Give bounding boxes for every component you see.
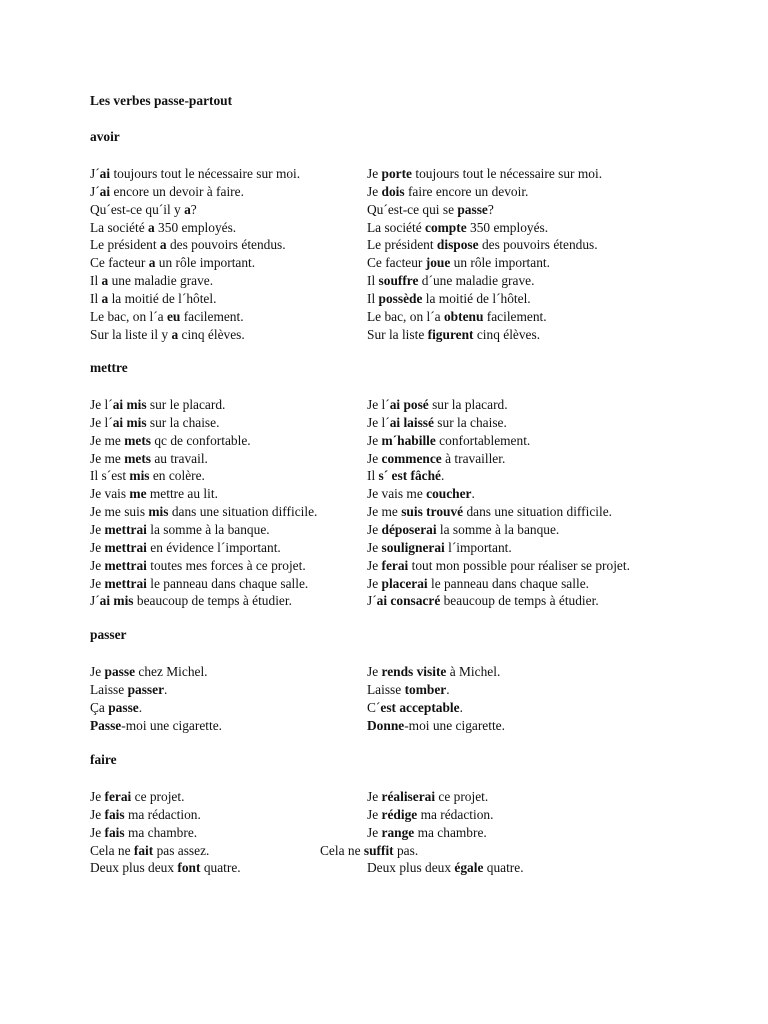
sentence-text: le panneau dans chaque salle. (146, 575, 309, 591)
sentence-text: mettre au lit. (146, 486, 218, 502)
verb-highlight: mettrai (104, 557, 147, 573)
replacement-sentence (367, 272, 534, 290)
replacement-sentence (367, 254, 550, 272)
sentence-text: qc de confortable. (151, 432, 251, 448)
sentence-text: Je (367, 575, 382, 591)
verb-highlight: a (171, 326, 179, 342)
sentence-text: Je vais (90, 486, 130, 502)
verb-highlight: tomber (404, 681, 447, 697)
original-sentence (90, 681, 167, 699)
replacement-sentence (367, 806, 493, 824)
sentence-text: toutes mes forces à ce projet. (146, 557, 306, 573)
sentence-text: Qu´est-ce qu´il y (90, 201, 185, 217)
verb-highlight: s´ est fâché (378, 468, 441, 484)
sentence-text: encore un devoir à faire. (110, 183, 244, 199)
sentence-text: tout mon possible pour réaliser se projet. (408, 557, 630, 573)
sentence-text: facilement. (483, 308, 547, 324)
replacement-sentence (367, 165, 602, 183)
sentence-text: dans une situation difficile. (463, 504, 612, 520)
original-sentence (90, 236, 286, 254)
verb-highlight: porte (381, 166, 413, 181)
sentence-text: Il (90, 290, 102, 306)
section-heading-faire: faire (90, 752, 117, 767)
original-sentence (90, 165, 300, 183)
sentence-text: Le président (367, 237, 437, 253)
replacement-sentence (367, 539, 512, 557)
replacement-sentence (367, 432, 530, 450)
verb-highlight: compte (425, 219, 467, 235)
original-sentence (90, 290, 216, 308)
replacement-sentence (367, 414, 507, 432)
sentence-text: Je (90, 664, 105, 679)
sentence-text: la moitié de l´hôtel. (108, 290, 217, 306)
verb-highlight: fait (133, 842, 154, 858)
replacement-sentence (367, 219, 548, 237)
sentence-text: J´ (90, 166, 100, 181)
original-sentence (90, 254, 255, 272)
sentence-text: en colère. (149, 468, 205, 484)
verb-highlight: ai consacré (376, 593, 441, 609)
original-sentence (90, 575, 308, 593)
sentence-text: Ce facteur (367, 255, 426, 271)
sentence-text: Je vais me (367, 486, 427, 502)
sentence-text: toujours tout le nécessaire sur moi. (412, 166, 603, 181)
sentence-text: ma chambre. (124, 824, 198, 840)
verb-highlight: joue (425, 255, 451, 271)
original-sentence (90, 485, 218, 503)
sentence-text: Ce facteur (90, 255, 149, 271)
sentence-text: Je (90, 575, 105, 591)
sentence-text: Je l´ (90, 414, 113, 430)
verb-highlight: passe (108, 699, 139, 715)
verb-highlight: commence (381, 450, 442, 466)
sentence-text: Je (90, 521, 105, 537)
sentence-text: la somme à la banque. (436, 521, 560, 537)
sentence-text: J´ (367, 593, 377, 609)
sentence-text: toujours tout le nécessaire sur moi. (110, 166, 301, 181)
sentence-text: dans une situation difficile. (168, 504, 318, 520)
verb-highlight: font (177, 860, 201, 876)
sentence-text: pas. (393, 842, 419, 858)
sentence-text: Laisse (90, 681, 128, 697)
verb-highlight: passe (104, 664, 136, 679)
sentence-text: en évidence l´important. (146, 539, 281, 555)
sentence-text: au travail. (151, 450, 208, 466)
sentence-text: à Michel. (446, 664, 501, 679)
sentence-text: cinq élèves. (178, 326, 245, 342)
verb-highlight: mettrai (104, 521, 147, 537)
sentence-text: Je (90, 789, 105, 804)
replacement-sentence (367, 681, 450, 699)
verb-highlight: rends visite (381, 664, 447, 679)
sentence-text: Je (90, 557, 105, 573)
sentence-text: sur la placard. (428, 397, 508, 412)
sentence-text: Il s´est (90, 468, 130, 484)
sentence-text: Il (367, 468, 379, 484)
sentence-text: sur le placard. (146, 397, 226, 412)
sentence-text: Ça (90, 699, 109, 715)
verb-highlight: Passe (90, 717, 122, 733)
verb-highlight: passer (127, 681, 165, 697)
verb-highlight: range (381, 824, 415, 840)
replacement-sentence (367, 557, 630, 575)
verb-highlight: a (101, 290, 109, 306)
verb-highlight: eu (166, 308, 181, 324)
original-sentence (90, 842, 209, 860)
sentence-text: -moi une cigarette. (404, 717, 505, 733)
sentence-text: cinq élèves. (473, 326, 541, 342)
replacement-sentence (367, 788, 488, 806)
sentence-text: ma chambre. (414, 824, 487, 840)
verb-highlight: est acceptable (380, 699, 460, 715)
sentence-text: Je l´ (367, 397, 390, 412)
sentence-text: ce projet. (435, 789, 489, 804)
original-sentence (90, 432, 251, 450)
document-title: Les verbes passe-partout (90, 93, 233, 108)
sentence-text: chez Michel. (135, 664, 208, 679)
verb-highlight: passe (457, 201, 488, 217)
verb-highlight: égale (454, 860, 484, 876)
sentence-text: 350 employés. (154, 219, 237, 235)
verb-highlight: mis (148, 504, 169, 520)
sentence-text: Je (367, 432, 382, 448)
verb-highlight: placerai (381, 575, 428, 591)
sentence-text: sur la chaise. (433, 414, 507, 430)
verb-highlight: m´habille (381, 432, 436, 448)
sentence-text: des pouvoirs étendus. (166, 237, 286, 253)
replacement-sentence (367, 699, 463, 717)
replacement-sentence (367, 326, 540, 344)
verb-highlight: soulignerai (381, 539, 445, 555)
original-sentence (90, 326, 245, 344)
sentence-text: Je (90, 806, 105, 822)
sentence-text: ma rédaction. (417, 806, 494, 822)
verb-highlight: souffre (378, 273, 419, 289)
sentence-text: Je me (90, 432, 125, 448)
sentence-text: faire encore un devoir. (404, 183, 529, 199)
sentence-text: pas assez. (153, 842, 210, 858)
sentence-text: le panneau dans chaque salle. (427, 575, 589, 591)
sentence-text: un rôle important. (155, 255, 256, 271)
verb-highlight: ferai (104, 789, 132, 804)
sentence-text: . (138, 699, 143, 715)
sentence-text: à travailler. (441, 450, 506, 466)
sentence-text: J´ (90, 183, 100, 199)
verb-highlight: coucher (426, 486, 472, 502)
sentence-text: sur la chaise. (146, 414, 220, 430)
sentence-text: Je (367, 183, 382, 199)
replacement-sentence (367, 521, 559, 539)
sentence-text: Je (367, 824, 382, 840)
sentence-text: . (441, 468, 445, 484)
replacement-sentence (367, 290, 531, 308)
section-heading-avoir: avoir (90, 129, 120, 144)
sentence-text: La société (90, 219, 148, 235)
verb-highlight: a (159, 237, 167, 253)
verb-highlight: mis (129, 468, 150, 484)
sentence-text: La société (367, 219, 425, 235)
verb-highlight: a (184, 201, 191, 217)
sentence-text: Qu´est-ce qui se (367, 201, 458, 217)
sentence-text: ? (487, 201, 494, 217)
sentence-text: des pouvoirs étendus. (478, 237, 598, 253)
sentence-text: quatre. (483, 860, 524, 876)
sentence-text: C´ (367, 699, 381, 715)
replacement-sentence (367, 201, 494, 219)
sentence-text: Il (90, 273, 102, 289)
sentence-text: Je (367, 450, 382, 466)
verb-highlight: déposerai (381, 521, 437, 537)
original-sentence (90, 272, 213, 290)
sentence-text: . (164, 681, 168, 697)
sentence-text: un rôle important. (450, 255, 550, 271)
verb-highlight: a (148, 219, 155, 235)
sentence-text: confortablement. (435, 432, 531, 448)
replacement-sentence (367, 396, 508, 414)
sentence-text: . (459, 699, 463, 715)
replacement-sentence (367, 503, 612, 521)
sentence-text: ? (190, 201, 197, 217)
sentence-text: une maladie grave. (108, 273, 214, 289)
sentence-text: Je (90, 824, 105, 840)
original-sentence (90, 592, 292, 610)
original-sentence (90, 396, 225, 414)
sentence-text: Il (367, 290, 379, 306)
verb-highlight: mettrai (104, 575, 147, 591)
sentence-text: Il (367, 273, 379, 289)
sentence-text: quatre. (200, 860, 241, 876)
verb-highlight: Donne (367, 717, 405, 733)
original-sentence (90, 521, 270, 539)
replacement-sentence (367, 308, 547, 326)
sentence-text: Je l´ (367, 414, 390, 430)
sentence-text: Cela ne (90, 842, 134, 858)
sentence-text: Sur la liste il y (90, 326, 172, 342)
verb-highlight: me (129, 486, 147, 502)
sentence-text: la somme à la banque. (146, 521, 270, 537)
replacement-sentence (367, 485, 475, 503)
verb-highlight: fais (104, 806, 125, 822)
verb-highlight: ai mis (99, 593, 134, 609)
verb-highlight: suffit (363, 842, 394, 858)
verb-highlight: possède (378, 290, 423, 306)
replacement-sentence (367, 663, 500, 681)
sentence-text: Je (367, 806, 382, 822)
sentence-text: Je (367, 557, 382, 573)
original-sentence (90, 450, 208, 468)
original-sentence (90, 308, 244, 326)
sentence-text: J´ (90, 593, 100, 609)
sentence-text: facilement. (180, 308, 244, 324)
sentence-text: beaucoup de temps à étudier. (133, 593, 292, 609)
sentence-text: Je (367, 521, 382, 537)
replacement-sentence (367, 592, 599, 610)
sentence-text: . (471, 486, 475, 502)
sentence-text: -moi une cigarette. (121, 717, 223, 733)
sentence-text: . (446, 681, 450, 697)
section-heading-mettre: mettre (90, 360, 128, 375)
original-sentence (90, 467, 205, 485)
original-sentence (90, 663, 208, 681)
sentence-text: 350 employés. (466, 219, 549, 235)
replacement-sentence (367, 859, 524, 877)
replacement-sentence (367, 183, 528, 201)
verb-highlight: ai mis (112, 414, 147, 430)
verb-highlight: ai (99, 183, 111, 199)
verb-highlight: a (148, 255, 156, 271)
original-sentence (90, 503, 317, 521)
replacement-sentence (320, 842, 418, 860)
original-sentence (90, 557, 306, 575)
sentence-text: Je (367, 539, 382, 555)
sentence-text: ma rédaction. (124, 806, 201, 822)
verb-highlight: fais (104, 824, 125, 840)
sentence-text: Le bac, on l´a (367, 308, 444, 324)
sentence-text: beaucoup de temps à étudier. (440, 593, 599, 609)
sentence-text: ce projet. (131, 789, 185, 804)
original-sentence (90, 806, 201, 824)
sentence-text: la moitié de l´hôtel. (422, 290, 531, 306)
verb-highlight: ai mis (112, 397, 147, 412)
original-sentence (90, 788, 184, 806)
sentence-text: Je me suis (90, 504, 149, 520)
section-heading-passer: passer (90, 627, 127, 642)
verb-highlight: suis trouvé (401, 504, 464, 520)
verb-highlight: dois (381, 183, 405, 199)
sentence-text: Je me (90, 450, 125, 466)
replacement-sentence (367, 575, 589, 593)
sentence-text: Deux plus deux (367, 860, 455, 876)
replacement-sentence (367, 824, 487, 842)
original-sentence (90, 699, 142, 717)
verb-highlight: figurent (427, 326, 474, 342)
sentence-text: Sur la liste (367, 326, 428, 342)
sentence-text: Je (367, 166, 382, 181)
sentence-text: l´important. (444, 539, 512, 555)
original-sentence (90, 183, 244, 201)
verb-highlight: ai posé (389, 397, 429, 412)
verb-highlight: ai (99, 166, 111, 181)
sentence-text: Je (90, 539, 105, 555)
sentence-text: Je l´ (90, 397, 113, 412)
replacement-sentence (367, 236, 598, 254)
verb-highlight: mettrai (104, 539, 147, 555)
replacement-sentence (367, 467, 444, 485)
verb-highlight: dispose (436, 237, 479, 253)
original-sentence (90, 824, 197, 842)
original-sentence (90, 201, 197, 219)
verb-highlight: a (101, 273, 109, 289)
verb-highlight: réaliserai (381, 789, 436, 804)
original-sentence (90, 219, 236, 237)
verb-highlight: rédige (381, 806, 418, 822)
sentence-text: Cela ne (320, 842, 364, 858)
sentence-text: Laisse (367, 681, 405, 697)
sentence-text: Deux plus deux (90, 860, 178, 876)
replacement-sentence (367, 717, 505, 735)
sentence-text: Je (367, 664, 382, 679)
original-sentence (90, 414, 219, 432)
sentence-text: Je me (367, 504, 402, 520)
verb-highlight: mets (124, 432, 151, 448)
sentence-text: Je (367, 789, 382, 804)
original-sentence (90, 717, 222, 735)
verb-highlight: obtenu (443, 308, 484, 324)
original-sentence (90, 539, 281, 557)
verb-highlight: ferai (381, 557, 409, 573)
original-sentence (90, 859, 241, 877)
sentence-text: Le président (90, 237, 160, 253)
verb-highlight: mets (124, 450, 151, 466)
sentence-text: d´une maladie grave. (418, 273, 535, 289)
replacement-sentence (367, 450, 505, 468)
verb-highlight: ai laissé (389, 414, 434, 430)
sentence-text: Le bac, on l´a (90, 308, 167, 324)
